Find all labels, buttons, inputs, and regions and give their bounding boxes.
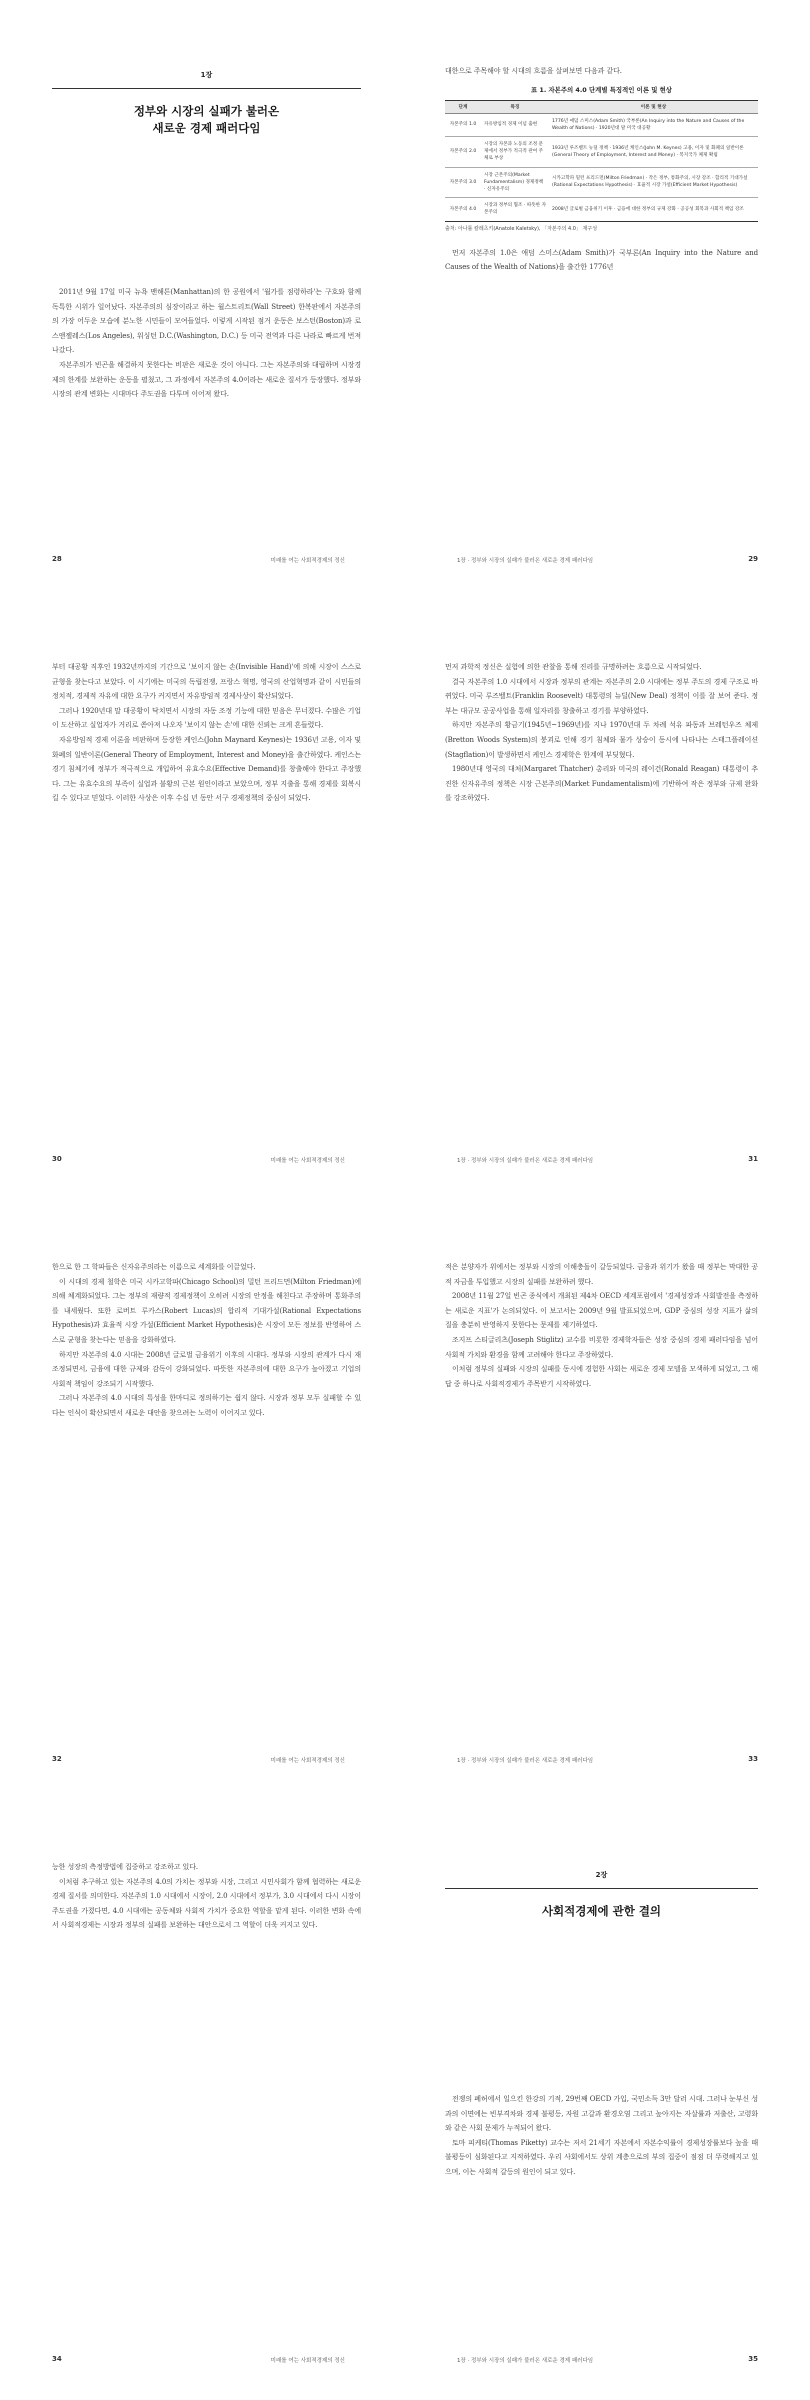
paragraph: 토마 피케티(Thomas Piketty) 교수는 저서 21세기 자본에서 자본수익률이 경제성장률보다 높을 때 불평등이 심화된다고 지적하였다. 우리 사회에서도 상위 계층으로의 부의 집중이 점점 더 뚜렷해지고 있으며, 이는 사회적 갈등의 원인이 되고 있다. <box>445 2138 758 2176</box>
table-cell: 자본주의 2.0 <box>445 137 481 168</box>
paragraph: 이 시대의 경제 철학은 미국 시카고학파(Chicago School)의 밀턴 프리드먼(Milton Friedman)에 의해 체계화되었다. 그는 정부의 재량적 경제정책이 오히려 시장의 안정을 해친다고 주장하며 통화주의를 내세웠다. 또한 로버트 루카스(Robert Lucas)의 합리적 기대가설(Rational Expectations Hypothesis)과 효율적 시장 가설(Efficient Market Hypothesis)은 시장이 모든 정보를 반영하여 스스로 균형을 찾는다는 믿음을 강화하였다. <box>52 1277 361 1344</box>
table-cell: 자본주의 4.0 <box>445 198 481 221</box>
page-number: 29 <box>748 555 758 563</box>
table-cell: 시장의 자본과 노동의 조정 문제에서 정부가 적극적 관여 주체로 부상 <box>481 137 549 168</box>
table-cell: 1933년 루즈벨트 뉴딜 정책 · 1936년 케인스(John M. Keynes) 고용, 이자 및 화폐의 일반이론(General Theory of Employment, Interest and Money) · 복지국가 체제 확립 <box>549 137 758 168</box>
chapter-title-line-2: 새로운 경제 패러다임 <box>152 121 261 135</box>
table-cell: 2008년 글로벌 금융위기 이후 · 금융에 대한 정부의 규제 강화 · 공공성 회복과 사회적 책임 강조 <box>549 198 758 221</box>
table-cell: 자본주의 1.0 <box>445 113 481 136</box>
paragraph: 자유방임적 경제 이론을 비판하며 등장한 케인스(John Maynard Keynes)는 1936년 고용, 이자 및 화폐의 일반이론(General Theory of Employment, Interest and Money)을 출간하였다. 케인스는 경기 침체기에 정부가 적극적으로 개입하여 유효수요(Effective Demand)를 창출해야 한다고 주장했다. 그는 유효수요의 부족이 실업과 불황의 근본 원인이라고 보았으며, 정부 지출을 통해 경제를 회복시킬 수 있다고 믿었다. 이러한 사상은 이후 수십 년 동안 서구 경제정책의 중심이 되었다. <box>52 735 361 803</box>
paragraph: 하지만 자본주의 황금기(1945년~1969년)를 지나 1970년대 두 차례 석유 파동과 브레턴우즈 체제(Bretton Woods System)의 붕괴로 인해 경기 침체와 물가 상승이 동시에 나타나는 스태그플레이션(Stagflation)이 발생하면서 케인스 경제학은 한계에 부딪혔다. <box>445 721 758 759</box>
page-31 <box>405 600 810 1200</box>
paragraph: 이처럼 정부의 실패와 시장의 실패를 동시에 경험한 사회는 새로운 경제 모델을 모색하게 되었고, 그 해답 중 하나로 사회적경제가 주목받기 시작하였다. <box>445 1365 758 1388</box>
table-cell: 자유방임적 경제 이념 출현 <box>481 113 549 136</box>
page-30 <box>0 600 405 1200</box>
table-note: 출처: 아나톨 칼레츠키(Anatole Kaletsky), 「자본주의 4.0」 재구성 <box>445 225 598 232</box>
running-title: 1장 · 정부와 시장의 실패가 불러온 새로운 경제 패러다임 <box>457 2358 594 2364</box>
page-footer <box>457 1156 758 1166</box>
running-title: 미래를 여는 사회적경제의 정신 <box>270 1758 345 1764</box>
paragraph: 먼저 과학적 정신은 실험에 의한 관찰을 통해 진리를 규명하려는 흐름으로 시작되었다. <box>445 663 702 671</box>
paragraph: 그러나 자본주의 4.0 시대의 특성을 한마디로 정의하기는 쉽지 않다. 시장과 정부 모두 실패할 수 있다는 인식이 확산되면서 새로운 대안을 찾으려는 노력이 이어지고 있다. <box>52 1394 361 1417</box>
running-title: 미래를 여는 사회적경제의 정신 <box>270 1158 345 1164</box>
table-cell: 시장과 정부의 협조 · 따뜻한 자본주의 <box>481 198 549 221</box>
page-32 <box>0 1200 405 1800</box>
page-footer <box>52 1156 353 1166</box>
page-number: 30 <box>52 1155 62 1163</box>
table-cell: 자본주의 3.0 <box>445 167 481 198</box>
page-footer <box>457 1756 758 1766</box>
theory-table <box>445 100 758 222</box>
page-footer <box>52 2356 353 2366</box>
paragraph: 자본주의가 빈곤을 해결하지 못한다는 비판은 새로운 것이 아니다. 그는 자본주의와 대립하며 시장경제의 한계를 보완하는 운동을 펼쳤고, 그 과정에서 자본주의 4.0이라는 새로운 질서가 등장했다. 정부와 시장의 관계 변화는 시대마다 주도권을 다투며 이어져 왔다. <box>52 360 361 399</box>
paragraph: 1980년대 영국의 대처(Margaret Thatcher) 총리와 미국의 레이건(Ronald Reagan) 대통령이 추진한 신자유주의 정책은 시장 근본주의(Market Fundamentalism)에 기반하여 작은 정부와 규제 완화를 강조하였다. <box>445 765 758 803</box>
running-title: 1장 · 정부와 시장의 실패가 불러온 새로운 경제 패러다임 <box>457 1758 594 1764</box>
paragraph: 적은 분양자가 위에서는 정부와 시장의 이해충돌이 갈등되었다. 금융과 위기가 왔을 때 정부는 막대한 공적 자금을 투입했고 시장의 실패를 보완하려 했다. <box>445 1263 758 1286</box>
page-number: 32 <box>52 1755 62 1763</box>
chapter-title <box>52 103 361 137</box>
running-title: 1장 · 정부와 시장의 실패가 불러온 새로운 경제 패러다임 <box>457 1158 594 1164</box>
chapter-label: 2장 <box>595 1871 608 1879</box>
page-33 <box>405 1200 810 1800</box>
paragraph: 부터 대공황 직후인 1932년까지의 기간으로 '보이지 않는 손(Invisible Hand)'에 의해 시장이 스스로 균형을 찾는다고 보았다. 이 시기에는 미국의 독립전쟁, 프랑스 혁명, 영국의 산업혁명과 같이 시민들의 정치적, 경제적 자유에 대한 요구가 커지면서 자유방임적 경제사상이 확산되었다. <box>52 663 361 701</box>
table-row <box>445 167 758 198</box>
paragraph: 전쟁의 폐허에서 일으킨 한강의 기적, 29번째 OECD 가입, 국민소득 3만 달러 시대. 그러나 눈부신 성과의 이면에는 빈부격차와 경제 불평등, 자원 고갈과 환경오염 그리고 높아지는 자살률과 저출산, 고령화와 같은 사회 문제가 누적되어 왔다. <box>445 2095 758 2133</box>
chapter-title-line-1: 정부와 시장의 실패가 불러온 <box>133 104 280 118</box>
page-number: 33 <box>748 1755 758 1763</box>
paragraph: 한으로 한 그 학파들은 신자유주의라는 이름으로 세계화를 이끌었다. <box>52 1263 256 1271</box>
running-title: 미래를 여는 사회적경제의 정신 <box>270 558 345 564</box>
table-row <box>445 137 758 168</box>
table-header-row <box>445 100 758 113</box>
page-number: 28 <box>52 555 62 563</box>
page-number: 31 <box>748 1155 758 1163</box>
table-cell: 시장 근본주의(Market Fundamentalism) 경제정책 · 신자유주의 <box>481 167 549 198</box>
chapter-title: 사회적경제에 관한 결의 <box>541 1904 662 1918</box>
paragraph: 결국 자본주의 1.0 시대에서 시장과 정부의 관계는 자본주의 2.0 시대에는 정부 주도의 경제 구조로 바뀌었다. 미국 루즈벨트(Franklin Roosevelt) 대통령의 뉴딜(New Deal) 정책이 이를 잘 보여 준다. 정부는 대규모 공공사업을 통해 일자리를 창출하고 경기를 부양하였다. <box>445 677 758 715</box>
spacer <box>52 137 361 285</box>
page-29 <box>405 0 810 600</box>
paragraph: 그러나 1920년대 말 대공황이 닥치면서 시장의 자동 조정 기능에 대한 믿음은 무너졌다. 수많은 기업이 도산하고 실업자가 거리로 쏟아져 나오자 '보이지 않는 손'에 대한 신뢰는 크게 흔들렸다. <box>52 706 361 730</box>
page-28 <box>0 0 405 600</box>
table-row <box>445 198 758 221</box>
page-footer <box>52 1756 353 1766</box>
paragraph: 조지프 스티글리츠(Joseph Stiglitz) 교수를 비롯한 경제학자들은 성장 중심의 경제 패러다임을 넘어 사회적 가치와 환경을 함께 고려해야 한다고 주장하였다. <box>445 1335 758 1359</box>
table-header: 단계 <box>445 100 481 113</box>
paragraph: 2011년 9월 17일 미국 뉴욕 맨해튼(Manhattan)의 한 공원에서 '월가를 점령하라'는 구호와 함께 독특한 시위가 일어났다. 자본주의의 심장이라고 하는 월스트리트(Wall Street) 한복판에서 자본주의의 가장 어두운 모습에 분노한 시민들이 모여들었다. 이렇게 시작된 점거 운동은 보스턴(Boston)과 로스앤젤레스(Los Angeles), 워싱턴 D.C.(Washington, D.C.) 등 미국 전역과 다른 나라로 빠르게 번져 나갔다. <box>52 288 361 355</box>
table-cell: 1776년 애덤 스미스(Adam Smith) 국부론(An Inquiry into the Nature and Causes of the Wealth of Nations) · 1920년대 말 미국 대공황 <box>549 113 758 136</box>
chapter-rule <box>52 88 361 89</box>
table-header: 이론 및 현상 <box>549 100 758 113</box>
spacer <box>445 1920 758 2092</box>
table-cell: 시카고학파 밀턴 프리드먼(Milton Friedman) · 작은 정부, 통화주의, 시장 강조 · 합리적 기대가설(Rational Expectations Hypothesis) · 효율적 시장 가설(Efficient Market Hypothesis) <box>549 167 758 198</box>
page-34 <box>0 1800 405 2400</box>
page-number: 34 <box>52 2355 62 2363</box>
page-footer <box>52 556 353 566</box>
paragraph: 하지만 자본주의 4.0 시대는 2008년 글로벌 금융위기 이후의 시대다. 정부와 시장의 관계가 다시 재조정되면서, 금융에 대한 규제와 감독이 강화되었다. 따뜻한 자본주의에 대한 요구가 높아졌고 기업의 사회적 책임이 강조되기 시작했다. <box>52 1350 361 1388</box>
chapter-label: 1장 <box>200 71 213 79</box>
table-header: 특징 <box>481 100 549 113</box>
table-title: 표 1. 자본주의 4.0 단계별 특징적인 이론 및 현상 <box>531 85 672 94</box>
table-row <box>445 113 758 136</box>
running-title: 미래를 여는 사회적경제의 정신 <box>270 2358 345 2364</box>
paragraph: 2008년 11월 27일 빈곤 종식에서 개최된 제4차 OECD 세계포럼에서 '경제성장과 사회발전을 측정하는 새로운 지표'가 논의되었다. 이 보고서는 2009년 9월 발표되었으며, GDP 중심의 성장 지표가 삶의 질을 충분히 반영하지 못한다는 문제를 제기하였다. <box>445 1292 758 1330</box>
paragraph: 능한 성장의 측정방법에 집중하고 강조하고 있다. <box>52 1863 198 1871</box>
page-footer <box>457 2356 758 2366</box>
page-footer <box>457 556 758 566</box>
running-title: 1장 · 정부와 시장의 실패가 불러온 새로운 경제 패러다임 <box>457 558 594 564</box>
chapter-rule <box>445 1888 758 1889</box>
paragraph: 대한으로 주목해야 할 시대의 흐름을 살펴보면 다음과 같다. <box>445 67 622 75</box>
page-number: 35 <box>748 2355 758 2363</box>
page-35 <box>405 1800 810 2400</box>
paragraph: 먼저 자본주의 1.0은 애덤 스미스(Adam Smith)가 국부론(An Inquiry into the Nature and Causes of the Wealth of Nations)을 출간한 1776년 <box>445 248 758 272</box>
paragraph: 이처럼 추구하고 있는 자본주의 4.0의 가치는 정부와 시장, 그리고 시민사회가 함께 협력하는 새로운 경제 질서를 의미한다. 자본주의 1.0 시대에서 시장이, 2.0 시대에서 정부가, 3.0 시대에서 다시 시장이 주도권을 가졌다면, 4.0 시대에는 공동체와 사회적 가치가 중요한 역할을 맡게 된다. 이러한 변화 속에서 사회적경제는 시장과 정부의 실패를 보완하는 대안으로서 그 역할이 더욱 커지고 있다. <box>52 1877 361 1930</box>
